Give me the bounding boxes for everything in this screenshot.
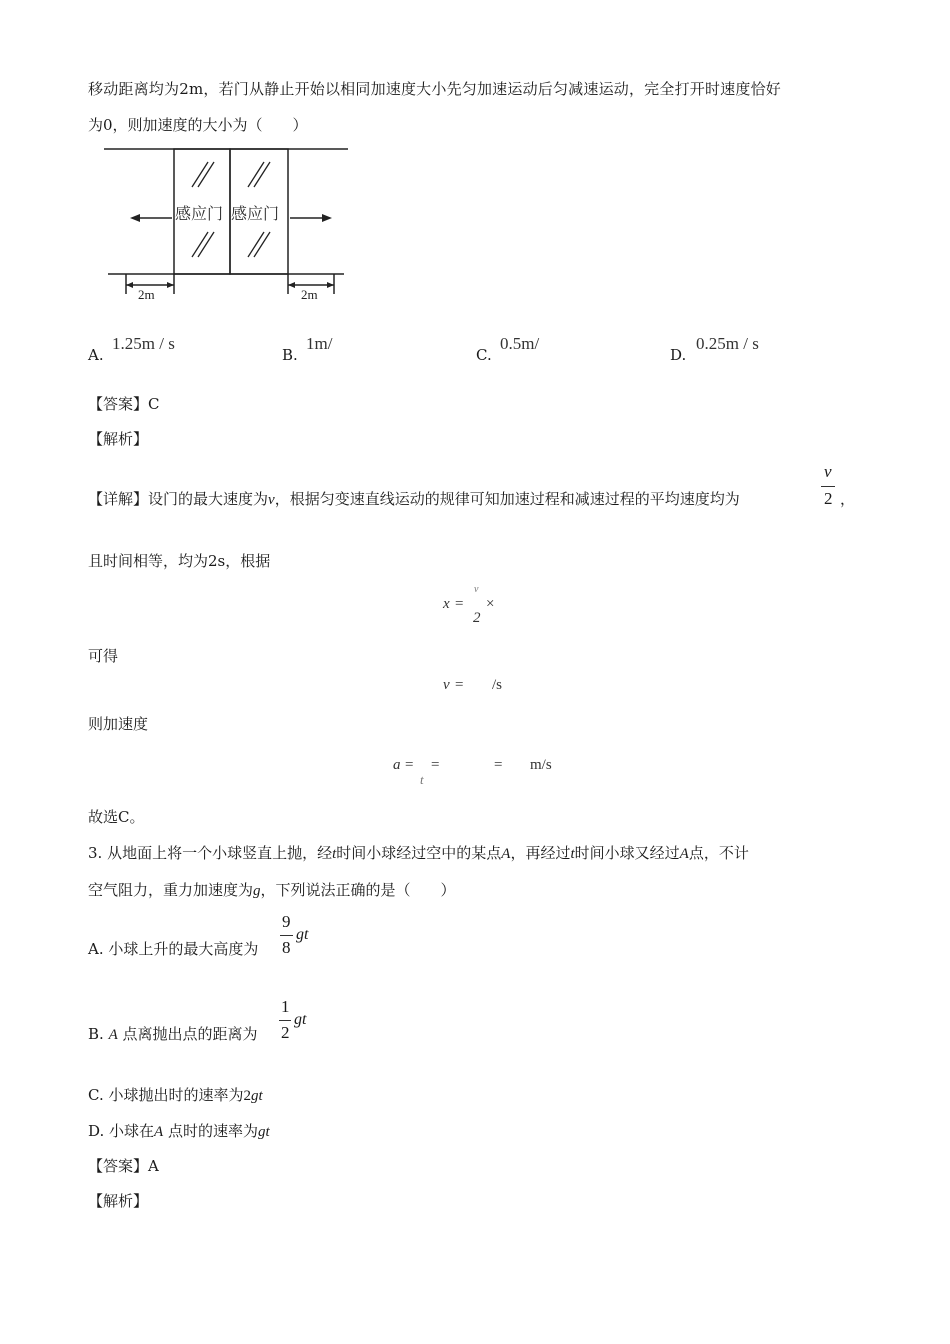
q3-line-2 — [88, 879, 456, 900]
q3-option-b-den: 2 — [281, 1023, 290, 1042]
eq3-lhs: a — [393, 757, 401, 773]
q2-option-b-value: 1m/ — [306, 334, 333, 353]
q2-conclusion: 故选C。 — [88, 808, 145, 826]
q3-option-a-num: 9 — [282, 912, 291, 931]
q3-option-b-text: 点离抛出点的距离为 — [117, 1025, 258, 1043]
q3-var-g: g — [253, 883, 261, 899]
eq1-num: v — [474, 584, 479, 595]
eq1-eq: = — [455, 596, 464, 612]
q3-option-b-frac-line — [279, 1020, 291, 1021]
q3-text-a: 3. 从地面上将一个小球竖直上抛，经 — [88, 844, 333, 862]
q3-option-c-coef: 2 — [243, 1088, 251, 1104]
q3-option-d-var: A — [154, 1124, 164, 1140]
eq1-lhs: x — [443, 596, 450, 612]
q3-option-c — [88, 1084, 263, 1105]
q3-option-b-num: 1 — [281, 997, 290, 1016]
q3-option-a: A. 小球上升的最大高度为 — [88, 940, 259, 958]
door-label-left: 感应门 — [175, 204, 224, 223]
q3-option-c-text: C. 小球抛出时的速率为 — [88, 1086, 244, 1104]
detail-text-a: 设门的最大速度为 — [148, 490, 269, 508]
q2-option-a-letter: A. — [88, 346, 104, 364]
eq2-eq: = — [455, 677, 464, 693]
detail-frac-num: v — [824, 462, 832, 481]
var-v: v — [268, 492, 275, 508]
detail-frac-den: 2 — [824, 489, 833, 508]
q3-option-d-pre: D. 小球在 — [88, 1122, 155, 1140]
q3-text-f: 空气阻力，重力加速度为 — [88, 881, 254, 899]
eq3-eq2: = — [431, 757, 440, 773]
answer-value: C — [148, 395, 160, 413]
eq2-lhs: v — [443, 677, 450, 693]
eq1-den: 2 — [473, 610, 481, 626]
q3-option-a-frac-line — [280, 935, 293, 936]
q3-option-b-tail: gt — [294, 1011, 307, 1028]
q3-option-b-var: A — [108, 1027, 118, 1043]
q3-answer-value: A — [148, 1157, 159, 1175]
q2-detail-line-2: 且时间相等，均为2s，根据 — [88, 552, 271, 570]
q2-option-a-value: 1.25m / s — [112, 334, 175, 353]
q3-var-A2: A — [679, 846, 689, 862]
q3-analysis-tag: 【解析】 — [88, 1192, 149, 1210]
q3-answer — [88, 1155, 159, 1176]
dist-label-right: 2m — [301, 287, 318, 302]
q3-var-A1: A — [501, 846, 511, 862]
q2-option-c-value: 0.5m/ — [500, 334, 540, 353]
q3-option-a-den: 8 — [282, 938, 291, 957]
door-label-right: 感应门 — [231, 204, 280, 223]
q3-option-b — [88, 1023, 258, 1044]
q2-accel: 则加速度 — [88, 715, 149, 733]
q3-text-e: 点，不计 — [688, 844, 749, 862]
q2-kede: 可得 — [88, 647, 119, 665]
q3-option-d — [88, 1120, 270, 1141]
detail-text-b: ，根据匀变速直线运动的规律可知加速过程和减速过程的平均速度均为 — [274, 490, 740, 508]
q2-option-c-letter: C. — [476, 346, 492, 364]
q3-option-c-tail: gt — [250, 1088, 263, 1104]
eq2-unit: /s — [492, 677, 503, 693]
q3-option-d-text: 点时的速率为 — [163, 1122, 258, 1140]
q3-text-b: 时间小球经过空中的某点 — [336, 844, 502, 862]
q3-option-b-pre: B. — [88, 1025, 109, 1043]
eq3-eq3: = — [494, 757, 503, 773]
eq3-eq: = — [405, 757, 414, 773]
q3-var-t1: t — [332, 846, 337, 862]
sensor-door-figure — [100, 142, 360, 307]
intro-line-2: 为0，则加速度的大小为（ ） — [88, 116, 308, 134]
q2-option-d-letter: D. — [670, 346, 687, 364]
q3-option-a-tail: gt — [296, 926, 309, 943]
q3-answer-tag: 【答案】 — [88, 1157, 149, 1175]
q3-text-c: ，再经过 — [510, 844, 571, 862]
intro-line-1: 移动距离均为2m，若门从静止开始以相同加速度大小先匀加速运动后匀减速运动，完全打开时速度恰好 — [88, 80, 781, 98]
detail-tag: 【详解】 — [88, 490, 149, 508]
q2-analysis-tag: 【解析】 — [88, 430, 149, 448]
dist-label-left: 2m — [138, 287, 155, 302]
eq3-den: t — [420, 772, 424, 787]
eq3-unit: m/s — [530, 757, 552, 773]
answer-tag: 【答案】 — [88, 395, 149, 413]
q2-detail-line-1 — [88, 488, 740, 509]
detail-text-c: ， — [840, 490, 856, 508]
q3-text-d: 时间小球又经过 — [574, 844, 680, 862]
q2-answer — [88, 393, 160, 414]
q2-option-d-value: 0.25m / s — [696, 334, 759, 353]
q2-option-b-letter: B. — [282, 346, 298, 364]
q3-line-1 — [88, 842, 749, 863]
q3-var-t2: t — [570, 846, 575, 862]
q3-text-g: ，下列说法正确的是（ ） — [260, 881, 456, 899]
q3-option-d-tail: gt — [257, 1124, 270, 1140]
detail-frac-line — [821, 486, 835, 487]
eq1-times: × — [486, 596, 495, 612]
